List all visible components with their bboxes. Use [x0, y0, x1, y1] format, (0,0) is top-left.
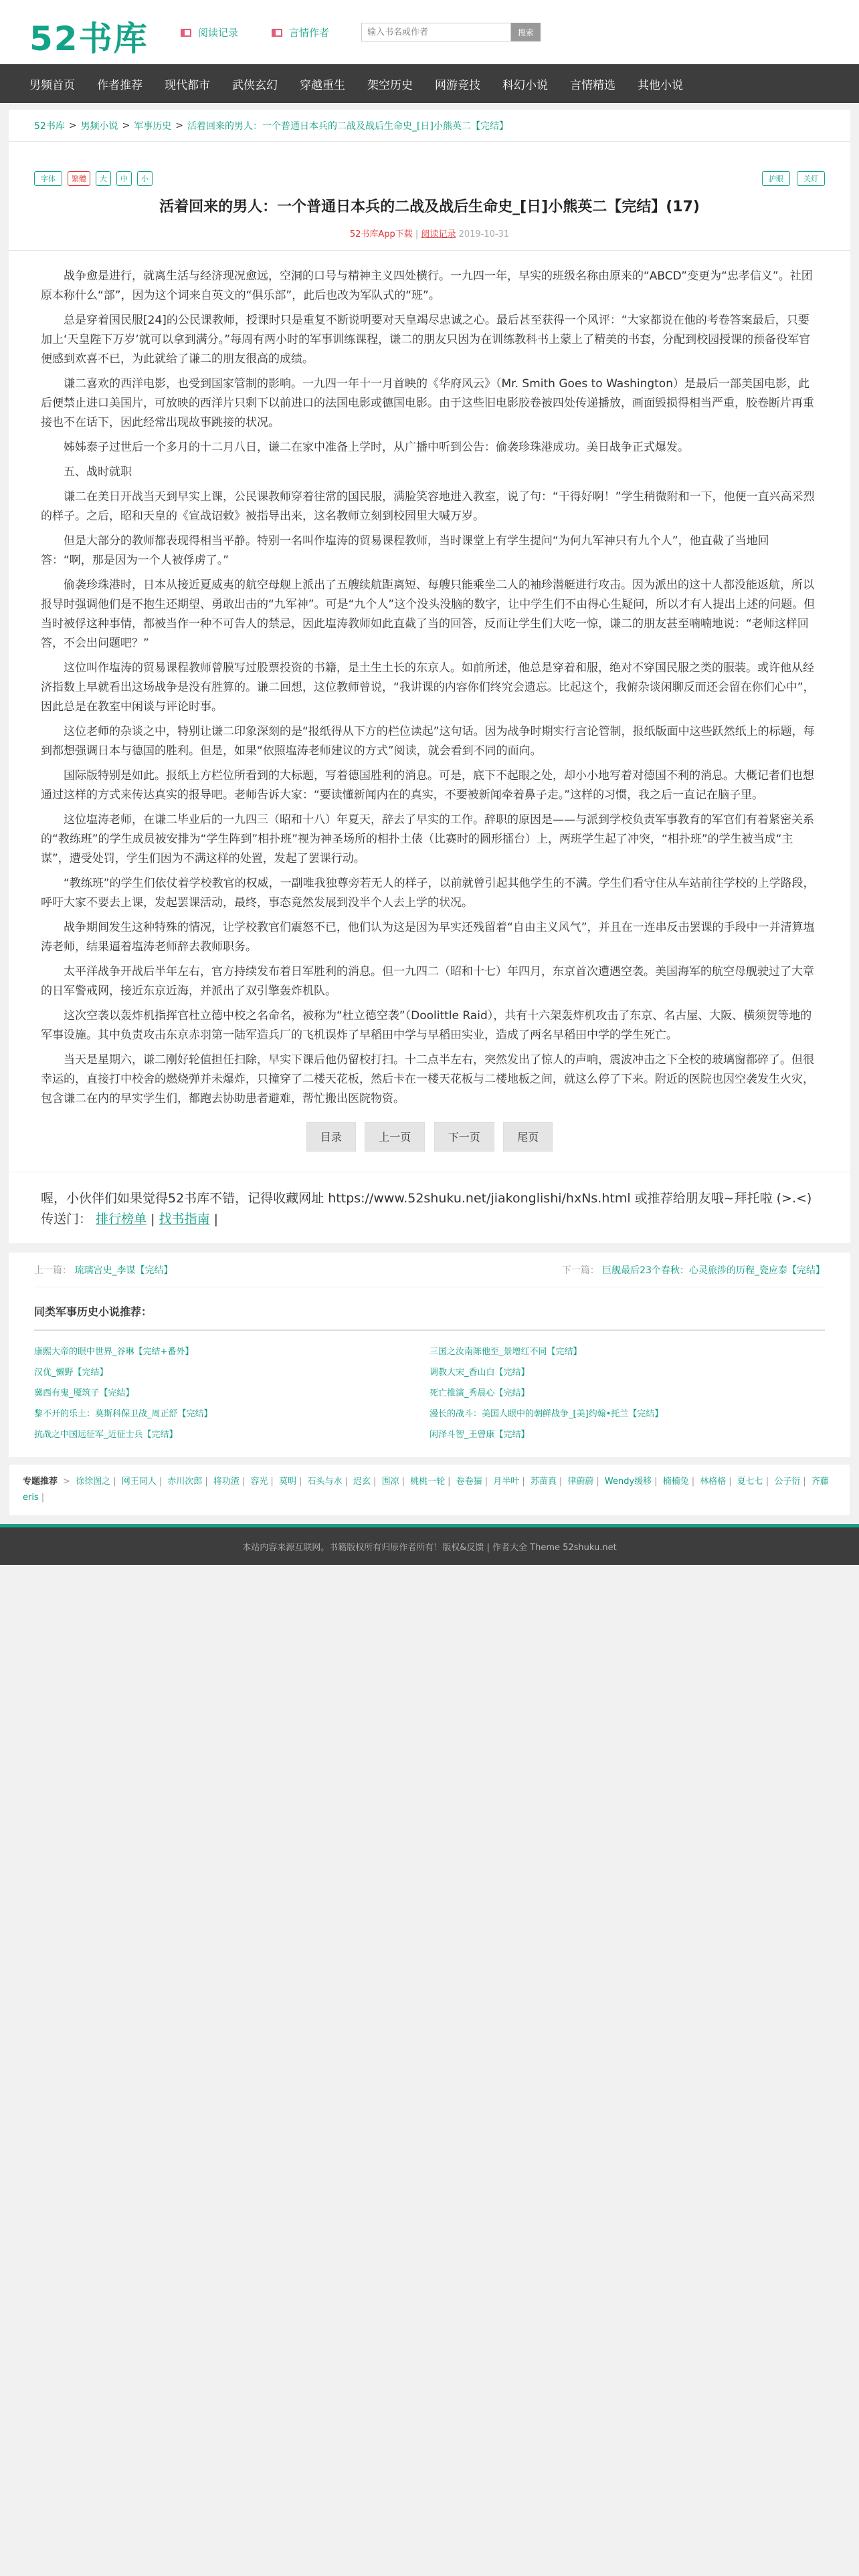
breadcrumb-sep: > [68, 120, 77, 131]
display-controls [762, 171, 825, 186]
next-book [562, 1263, 825, 1277]
main-wrap [9, 110, 850, 1516]
related-item[interactable]: 三国之汝南陈他至_景增红不同【完结】 [430, 1347, 582, 1357]
main-nav [0, 64, 859, 103]
tag-link[interactable]: 徐徐图之 [76, 1477, 111, 1487]
related-item[interactable]: 抗战之中国远征军_近征士兵【完结】 [34, 1430, 178, 1440]
related-item[interactable]: 冀西有鬼_魇筑子【完结】 [34, 1388, 134, 1398]
tag-link[interactable]: 围凉 [381, 1477, 399, 1487]
site-logo[interactable]: 52书库 [29, 19, 149, 58]
tag-link[interactable]: 月半叶 [493, 1477, 520, 1487]
paragraph: 战争愈是进行，就离生活与经济现况愈远，空洞的口号与精神主义四处横行。一九四一年，早实的班级名称由原来的“ABCD”变更为“忠孝信义”。社团原本称什么“部”，因为这个词来自英文的“俱乐部”，此后也改为军队式的“班”。 [41, 270, 813, 302]
nav-item[interactable]: 穿越重生 [300, 78, 345, 92]
reading-controls [34, 171, 153, 186]
tag-link[interactable]: 石头与水 [307, 1477, 343, 1487]
chapter-content [29, 267, 830, 1109]
next-book-link[interactable]: 巨舰最后23个春秋：心灵旅涉的历程_瓷应泰【完结】 [602, 1265, 825, 1276]
portal-label: 传送门： [41, 1212, 92, 1226]
breadcrumb [9, 110, 850, 142]
paragraph: 这位塩涛老师，在谦二毕业后的一九四三（昭和十八）年夏天，辞去了早实的工作。辞职的原因是——与派到学校负责军事教育的军官们有着紧密关系的“教练班”的学生成员被安排为“学生阵到”相扑班”视为神圣场所的相扑土俵（比赛时的圆形擂台）上，两班学生起了冲突，“相扑班”的学生被当成“主谋”，遭受处罚，学生们因为不满这样的处置，发起了罢课行动。 [41, 813, 814, 865]
font-large-button[interactable]: 大 [96, 171, 111, 186]
paragraph: 总是穿着国民服[24]的公民课教师，授课时只是重复不断说明要对天皇竭尽忠诚之心。最后甚至获得一个风评：“大家都说在他的考卷答案最后，只要加上‘天皇陛下万岁’就可以拿到满分。”每周有两小时的军事训练课程，谦二的朋友只因为在训练教科书上蒙上了精美的书套，分配到校园授课的预备役军官便感到欢喜不已，为此就给了谦二的朋友很高的成绩。 [41, 314, 811, 366]
breadcrumb-category[interactable]: 男频小说 [80, 120, 118, 132]
font-button[interactable]: 字体 [34, 171, 62, 186]
tag-link[interactable]: 将功渣 [213, 1477, 240, 1487]
related-heading: 同类军事历史小说推荐： [34, 1287, 825, 1331]
nav-item[interactable]: 现代都市 [165, 78, 210, 92]
paragraph: 这次空袭以轰炸机指挥官杜立德中校之名命名，被称为“杜立德空袭”（Doolittle Raid），共有十六架轰炸机攻击了东京、名古屋、大阪、横须贺等地的军事设施。其中负责攻击东京赤羽第一陆军造兵厂的飞机误炸了早稻田中学与早稻田实业，造成了两名早稻田中学的学生死亡。 [41, 1009, 812, 1042]
lights-off-button[interactable]: 关灯 [797, 171, 825, 186]
portal-sep: | [213, 1212, 219, 1226]
related-section [9, 1253, 850, 1457]
tags-sep: > [63, 1477, 71, 1487]
book-icon [181, 29, 191, 37]
book-icon [272, 29, 282, 37]
paragraph: 当天是星期六，谦二刚好轮值担任扫除，早实下课后他仍留校打扫。十二点半左右，突然发出了惊人的声响，震波冲击之下全校的玻璃窗都碎了。但很幸运的，直接打中校舍的燃烧弹并未爆炸，只撞穿了二楼天花板，然后卡在一楼天花板与二楼地板之间，就这么停了下来。附近的医院也因空袭发生火灾，包含谦二在内的早实学生们，都跑去协助患者避难，帮忙搬出医院物资。 [41, 1053, 814, 1105]
publish-date: 2019-10-31 [458, 229, 510, 239]
related-list [34, 1331, 825, 1457]
tag-link[interactable]: 容光 [250, 1477, 268, 1487]
font-medium-button[interactable]: 中 [116, 171, 132, 186]
nav-item[interactable]: 科幻小说 [502, 78, 548, 92]
bookmark-tip [9, 1172, 850, 1230]
breadcrumb-home[interactable]: 52书库 [34, 120, 65, 132]
breadcrumb-sep: > [175, 120, 184, 131]
related-item[interactable]: 汉优_懒野【完结】 [34, 1368, 108, 1378]
tag-link[interactable]: 律蔚蔚 [567, 1477, 594, 1487]
tag-link[interactable]: 桃桃一轮 [410, 1477, 446, 1487]
breadcrumb-book[interactable]: 活着回来的男人：一个普通日本兵的二战及战后生命史_[日]小熊英二【完结】 [187, 120, 508, 132]
paragraph: 姊姊泰子过世后一个多月的十二月八日，谦二在家中准备上学时，从广播中听到公告：偷袭珍珠港成功。美日战争正式爆发。 [64, 441, 689, 454]
nav-item[interactable]: 架空历史 [367, 78, 413, 92]
tag-link[interactable]: Wendy缓移 [604, 1477, 652, 1487]
reader-panel [9, 142, 850, 1243]
paragraph: 战争期间发生这种特殊的情况，让学校教官们震怒不已，他们认为这是因为早实还残留着“自由主义风气”，并且在一连串反击罢课的手段中一并清算塩涛老师，结果逼着塩涛老师辞去教师职务。 [41, 921, 815, 954]
next-page-button[interactable]: 下一页 [434, 1122, 494, 1152]
romance-authors-label: 言情作者 [289, 27, 330, 39]
topic-tags: 专题推荐 > 徐徐图之 | 网王同人 | 赤川次郎 | 将功渣 | 容光 | 莫明 | 石头与水 | 迟玄 | 围凉 | 桃桃一轮 | 卷卷猫 | 月半叶 | 苏苗真 | 律蔚蔚 | Wendy缓移 | 楠楠兔 | 林格格 | 夏七七 | 公子衍 | 齐藤eris | [9, 1464, 850, 1516]
paragraph: 国际版特别是如此。报纸上方栏位所看到的大标题，写着德国胜利的消息。可是，底下不起眼之处，却小小地写着对德国不利的消息。大概记者们也想通过这样的方式来传达真实的报导吧。老师告诉大家：“要读懂新闻内在的真实，不要被新闻牵着鼻子走。”这样的习惯，我之后一直记在脑子里。 [41, 769, 814, 802]
app-download-link[interactable]: 52书库App下载 [349, 229, 413, 239]
romance-authors-link[interactable] [272, 25, 329, 39]
related-item[interactable]: 漫长的战斗：美国人眼中的朝鲜战争_[美]约翰•托兰【完结】 [430, 1409, 664, 1419]
next-book-label: 下一篇： [561, 1265, 599, 1276]
toc-button[interactable]: 目录 [306, 1122, 356, 1152]
tag-link[interactable]: 迟玄 [353, 1477, 371, 1487]
search-form [361, 23, 541, 41]
tag-link[interactable]: 楠楠兔 [662, 1477, 689, 1487]
last-page-button[interactable]: 尾页 [503, 1122, 553, 1152]
tag-link[interactable]: 赤川次郎 [167, 1477, 203, 1487]
prev-book [34, 1263, 173, 1277]
related-item[interactable]: 死亡推演_秀晨心【完结】 [430, 1388, 530, 1398]
prev-page-button[interactable]: 上一页 [365, 1122, 425, 1152]
tag-link[interactable]: 林格格 [700, 1477, 727, 1487]
section-heading: 五、战时就职 [64, 465, 132, 479]
portal-sep: | [151, 1212, 159, 1226]
divider [9, 250, 850, 251]
search-button[interactable]: 搜索 [511, 23, 541, 41]
prev-book-link[interactable]: 琉璃宫史_李谋【完结】 [74, 1265, 173, 1276]
paragraph: 偷袭珍珠港时，日本从接近夏威夷的航空母舰上派出了五艘续航距离短、每艘只能乘坐二人的袖珍潜艇进行攻击。因为派出的这十人都没能返航，所以报导时强调他们是不抱生还期望、勇敢出击的“九军神”。可是“九个人”这个没头没脑的数字，让中学生们不由得心生疑问，所以才有人提出上述的问题。但当时被俘这种事情，都被当作一种不可告人的禁忌，因此塩涛教师如此直截了当的回答，反而让学生们大吃一惊，谦二的朋友甚至喃喃地说：“老师这样回答，不会出问题吧？” [41, 578, 816, 650]
chapter-pager [29, 1122, 830, 1152]
related-item[interactable]: 黎不开的乐土：莫斯科保卫战_周正舒【完结】 [34, 1409, 213, 1419]
portal-links [41, 1209, 818, 1230]
paragraph: “教练班”的学生们依仗着学校教官的权威，一副唯我独尊旁若无人的样子，以前就曾引起其他学生的不满。学生们看守住从车站前往学校的上学路段，呼吁大家不要去上课，发起罢课活动，最终，事态竟然发展到没半个人去上学的状况。 [41, 877, 815, 909]
font-small-button[interactable]: 小 [137, 171, 153, 186]
site-header [0, 0, 859, 64]
tag-link[interactable]: 公子衍 [774, 1477, 801, 1487]
chapter-meta [29, 227, 830, 239]
paragraph: 谦二在美日开战当天到早实上课，公民课教师穿着往常的国民服，满脸笑容地进入教室，说了句：“干得好啊！”学生稍微附和一下，他便一直兴高采烈的样子。之后，昭和天皇的《宣战诏敕》被指导出来，这名教师立刻到校园里大喊万岁。 [41, 490, 815, 523]
related-item[interactable]: 调教大宋_香山白【完结】 [430, 1368, 530, 1378]
tip-text: 喔，小伙伴们如果觉得52书库不错，记得收藏网址 https://www.52shuku.net/jiakonglishi/hxNs.html 或推荐给朋友哦~拜托啦 (>.<) [41, 1191, 812, 1206]
site-footer [0, 1527, 859, 1565]
breadcrumb-sep: > [122, 120, 130, 131]
reading-record-link[interactable]: 阅读记录 [421, 229, 456, 239]
tag-link[interactable]: 网王同人 [121, 1477, 157, 1487]
tag-link[interactable]: 莫明 [278, 1477, 296, 1487]
tag-link[interactable]: 夏七七 [737, 1477, 763, 1487]
related-item[interactable]: 闲泽斗智_王曾康【完结】 [430, 1430, 530, 1440]
paragraph: 这位叫作塩涛的贸易课程教师曾膜写过股票投资的书籍，是土生土长的东京人。如前所述，他总是穿着和服，绝对不穿国民服之类的服装。或许他从经济指数上早就看出这场战争是没有胜算的。谦二回想，这位教师曾说，“我讲课的内容你们终究会遗忘。比起这个，我俯杂谈闲聊反而还会留在你们心中”，因此总是在教室中闲谈与评论时事。 [41, 661, 815, 714]
prev-book-label: 上一篇： [34, 1265, 72, 1276]
tags-label: 专题推荐 [23, 1477, 58, 1487]
paragraph: 谦二喜欢的西洋电影，也受到国家管制的影响。一九四一年十一月首映的《华府风云》（Mr. Smith Goes to Washington）是最后一部美国电影，此后便禁止进口美国片，可放映的西洋片只剩下以前进口的法国电影或德国电影。由于这些旧电影胶卷被四处传递播放，画面毁损得相当严重，胶卷断片再重接也不在话下，因此经常出现故事跳接的状况。 [41, 377, 814, 429]
nav-item[interactable]: 网游竞技 [435, 78, 480, 92]
eye-protect-button[interactable]: 护眼 [762, 171, 790, 186]
paragraph: 太平洋战争开战后半年左右，官方持续发布着日军胜利的消息。但一九四二（昭和十七）年四月，东京首次遭遇空袭。美国海军的航空母舰驶过了大章的日军警戒网，接近东京近海，并派出了双引擎轰炸机队。 [41, 965, 814, 998]
nav-item[interactable]: 言情精选 [570, 78, 615, 92]
nav-item[interactable]: 男频首页 [29, 78, 75, 92]
breadcrumb-subcategory[interactable]: 军事历史 [134, 120, 172, 132]
related-item[interactable]: 康熙大帝的眼中世界_谷琳【完结+番外】 [34, 1347, 194, 1357]
search-input[interactable] [361, 23, 511, 41]
reading-record-link[interactable] [181, 25, 238, 39]
meta-sep: | [415, 229, 421, 239]
tag-link[interactable]: 苏苗真 [530, 1477, 557, 1487]
prev-next-books [34, 1253, 825, 1287]
tag-link[interactable]: 卷卷猫 [456, 1477, 482, 1487]
traditional-chinese-button[interactable]: 繁體 [68, 171, 90, 186]
reading-record-label: 阅读记录 [198, 27, 239, 39]
tag-link[interactable]: 齐藤eris [23, 1477, 829, 1503]
find-guide-link[interactable]: 找书指南 [159, 1212, 210, 1226]
paragraph: 这位老师的杂谈之中，特别让谦二印象深刻的是“报纸得从下方的栏位读起”这句话。因为战争时期实行言论管制，报纸版面中这些跃然纸上的标题，每到都想强调日本与德国的胜利。但是，如果“依照塩涛老师建议的方式”阅读，就会看到不同的面向。 [41, 725, 815, 758]
nav-item[interactable]: 其他小说 [638, 78, 683, 92]
ranking-link[interactable]: 排行榜单 [96, 1212, 147, 1226]
nav-item[interactable]: 作者推荐 [97, 78, 142, 92]
footer-text: 本站内容来源互联网。书籍版权所有归原作者所有！版权&反馈 | 作者大全 Theme 52shuku.net [242, 1542, 617, 1553]
paragraph: 但是大部分的教师都表现得相当平静。特别一名叫作塩涛的贸易课程教师，当时课堂上有学生提问“为何九军神只有九个人”，他直截了当地回答：“啊，那是因为一个人被俘虏了。” [41, 534, 769, 567]
chapter-title: 活着回来的男人：一个普通日本兵的二战及战后生命史_[日]小熊英二【完结】(17) [159, 199, 700, 215]
nav-item[interactable]: 武侠玄幻 [232, 78, 278, 92]
